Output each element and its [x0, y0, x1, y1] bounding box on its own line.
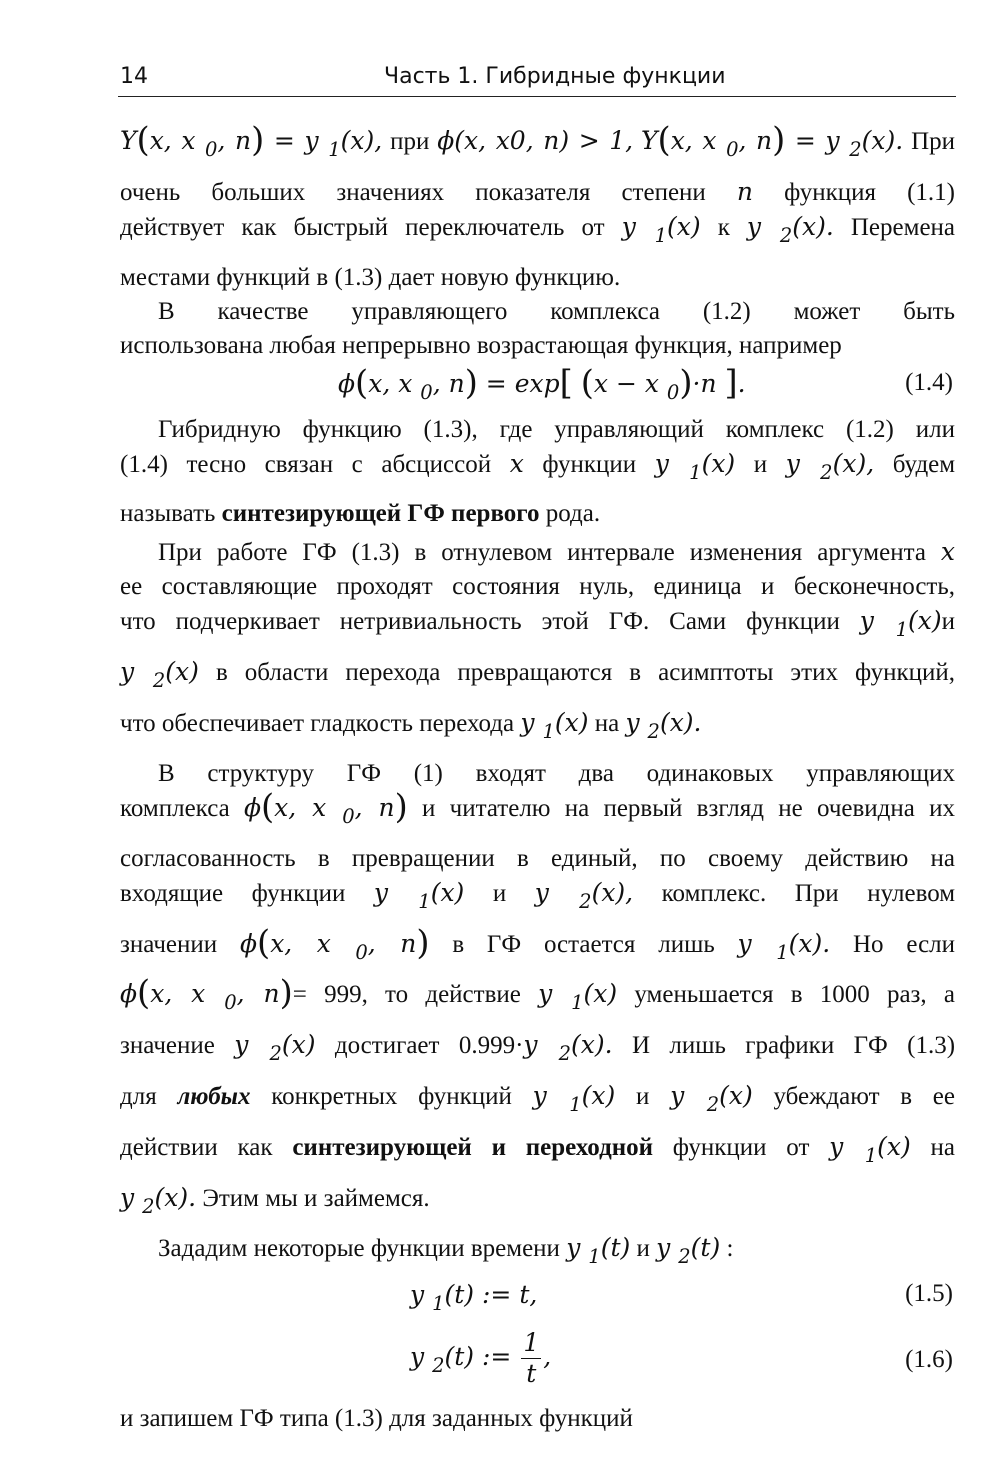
paragraph-5-line-1: В структуру ГФ (1) входят два одинаковых управляющих — [158, 759, 955, 787]
chapter-title: Часть 1. Гибридные функции — [384, 64, 726, 89]
paragraph-5-line-7: значение y $_2$(x) достигает 0.999·y $_2$(x). И лишь графики ГФ (1.3) — [120, 1030, 956, 1065]
paragraph-1-line-2: очень больших значениях показателя степени n функция (1.1) — [120, 176, 956, 206]
paragraph-5-line-6: ϕ(x, x $_0$, n)= 999, то действие y $_1$(x) уменьшается в 1000 раз, а — [120, 973, 955, 1015]
paragraph-2-line-2: использована любая непрерывно возрастающая функция, например — [120, 331, 842, 359]
paragraph-4-line-5: что обеспечивает гладкость перехода y $_1$(x) на y $_2$(x). — [120, 708, 702, 743]
paragraph-4-line-4: y $_2$(x) в области перехода превращаются в асимптоты этих функций, — [120, 657, 955, 693]
paragraph-5-line-3: согласованность в превращении в единый, по своему действию на — [120, 844, 955, 872]
bold-term: синтезирующей ГФ первого — [221, 500, 540, 528]
paragraph-5-line-4: входящие функции y $_1$(x) и y $_2$(x), комплекс. При нулевом — [120, 877, 956, 913]
page-number: 14 — [120, 64, 148, 89]
paragraph-5-line-5: значении ϕ(x, x $_0$, n) в ГФ остается лишь y $_1$(x). Но если — [120, 922, 956, 964]
paragraph-5-line-10: y $_2$(x). Этим мы и займемся. — [120, 1182, 430, 1218]
paragraph-3-line-1: Гибридную функцию (1.3), где управляющий комплекс (1.2) или — [158, 415, 955, 443]
paragraph-1-line-3: действует как быстрый переключатель от y $_1$(x) к y $_2$(x). Перемена — [120, 211, 956, 247]
bold-italic-term: любых — [177, 1082, 251, 1110]
fraction — [521, 1328, 541, 1389]
running-header — [118, 60, 956, 97]
equation-1-4: ϕ(x, x $_0$, n) = exp[ (x − x $_0$)·n ]. (1.4) — [338, 362, 953, 404]
paragraph-3-line-2: (1.4) тесно связан с абсциссой x функции y $_1$(x) и y $_2$(x), будем — [120, 448, 956, 484]
paragraph-4-line-3: что подчеркивает нетривиальность этой ГФ. Сами функции y $_1$(x)и — [120, 606, 955, 642]
paragraph-7: и запишем ГФ типа (1.3) для заданных функций — [120, 1405, 633, 1433]
paragraph-5-line-8: для любых конкретных функций y $_1$(x) и y $_2$(x) убеждают в ее — [120, 1080, 955, 1116]
paragraph-1-line-1: Y(x, x $_0$, n) = y $_1$(x), при ϕ(x, x0, n) > 1, Y(x, x $_0$, n) = y $_2$(x). При — [120, 120, 956, 161]
paragraph-5-line-9: действии как синтезирующей и переходной функции от y $_1$(x) на — [120, 1131, 956, 1167]
equation-1-5: y $_1$(t) := t, (1.5) — [410, 1280, 953, 1315]
paragraph-1-line-4: местами функций в (1.3) дает новую функцию. — [120, 263, 621, 291]
paragraph-4-line-1: При работе ГФ (1.3) в отнулевом интервале изменения аргумента x — [158, 537, 956, 567]
bold-term: синтезирующей и переходной — [292, 1133, 654, 1161]
paragraph-6-line-1: Зададим некоторые функции времени y $_1$(t) и y $_2$(t) : — [158, 1233, 734, 1269]
equation-number: (1.6) — [905, 1346, 953, 1374]
equation-1-6: y $_2$(t) := $\frac{1}{t}$ , (1.6) — [410, 1328, 953, 1389]
equation-number: (1.4) — [905, 368, 953, 396]
paragraph-2-line-1: В качестве управляющего комплекса (1.2) может быть — [158, 297, 955, 325]
paragraph-4-line-2: ее составляющие проходят состояния нуль, единица и бесконечность, — [120, 573, 955, 601]
equation-number: (1.5) — [905, 1280, 953, 1308]
fraction-numerator: 1 — [523, 1328, 540, 1358]
page-body — [120, 120, 956, 1436]
paragraph-5-line-2: комплекса ϕ(x, x $_0$, n) и читателю на первый взгляд не очевидна их — [120, 786, 955, 828]
fraction-denominator: t — [526, 1359, 537, 1389]
paragraph-3-line-3: называть синтезирующей ГФ первого рода. — [120, 500, 601, 528]
